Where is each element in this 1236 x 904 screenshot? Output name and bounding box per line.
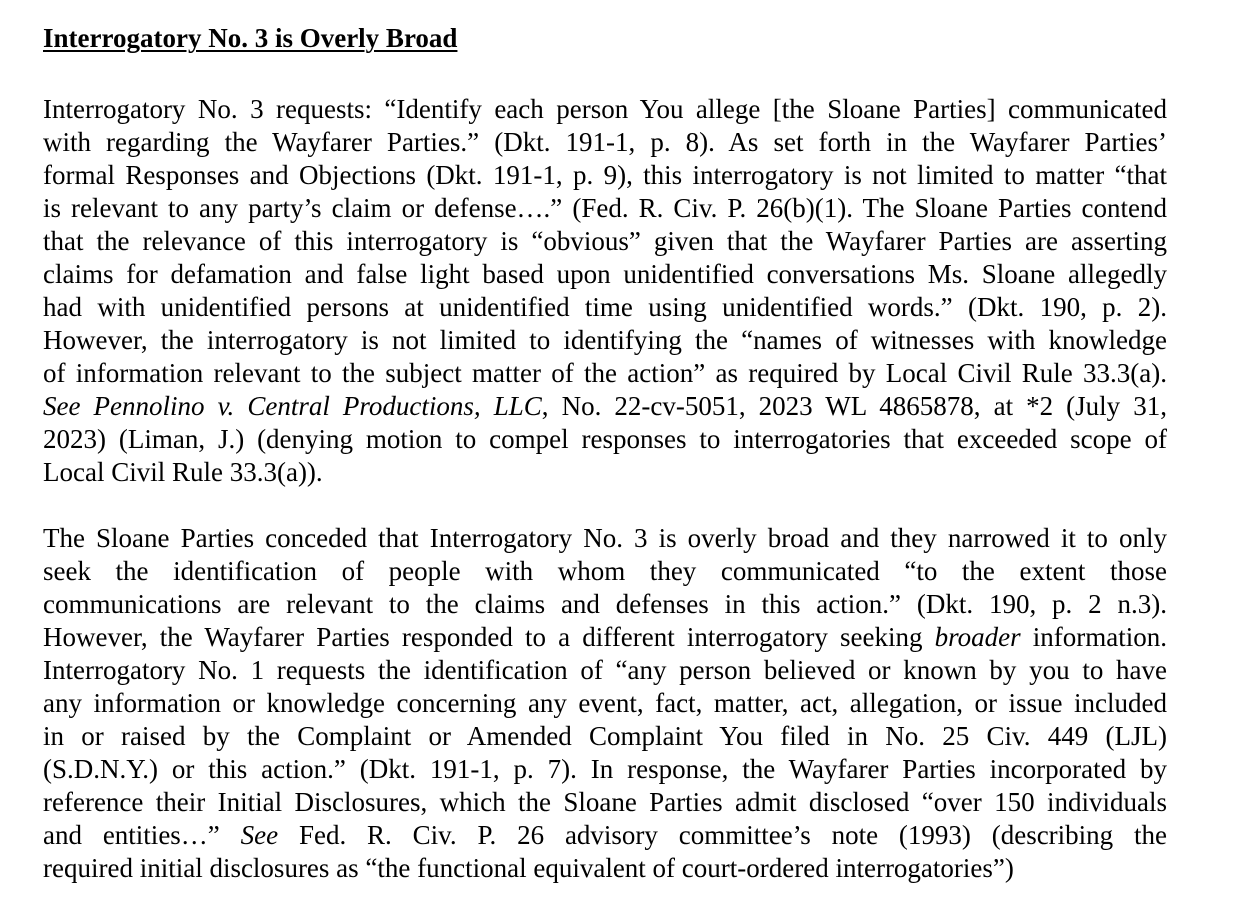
text-run: required initial disclosures as “the functional equivalent of court-ordered interrogatories”) (43, 853, 1014, 883)
text-line (43, 93, 1167, 126)
text-run: However, the interrogatory is not limited to identifying the “names of witnesses with knowledge (43, 325, 1167, 355)
text-line (43, 786, 1167, 819)
text-line (43, 357, 1167, 390)
text-line (43, 291, 1167, 324)
document-page (43, 22, 1167, 885)
text-run: that the relevance of this interrogatory is “obvious” given that the Wayfarer Parties are asserting (43, 226, 1167, 256)
text-run: of information relevant to the subject matter of the action” as required by Local Civil Rule 33.3(a). (43, 358, 1167, 388)
italic-text: See (240, 820, 279, 850)
text-run: reference their Initial Disclosures, which the Sloane Parties admit disclosed “over 150 individuals (43, 787, 1167, 817)
text-run: However, the Wayfarer Parties responded to a different interrogatory seeking (43, 622, 935, 652)
text-run: communications are relevant to the claims and defenses in this action.” (Dkt. 190, p. 2 n.3). (43, 589, 1167, 619)
text-run: (S.D.N.Y.) or this action.” (Dkt. 191-1, p. 7). In response, the Wayfarer Parties incorporated by (43, 754, 1167, 784)
italic-text: See Pennolino v. Central Productions, LLC (43, 391, 542, 421)
text-line (43, 720, 1167, 753)
text-run: seek the identification of people with whom they communicated “to the extent those (43, 556, 1167, 586)
text-line (43, 753, 1167, 786)
text-line (43, 126, 1167, 159)
text-run: , No. 22-cv-5051, 2023 WL 4865878, at *2 (July 31, (541, 391, 1167, 421)
text-line (43, 324, 1167, 357)
paragraph-2 (43, 522, 1167, 885)
text-line (43, 621, 1167, 654)
text-line (43, 390, 1167, 423)
text-line (43, 225, 1167, 258)
text-run: any information or knowledge concerning any event, fact, matter, act, allegation, or issue included (43, 688, 1167, 718)
text-run: 2023) (Liman, J.) (denying motion to compel responses to interrogatories that exceeded scope of (43, 424, 1167, 454)
text-line (43, 654, 1167, 687)
text-run: Interrogatory No. 3 requests: “Identify each person You allege [the Sloane Parties] communicated (43, 94, 1167, 124)
text-run: is relevant to any party’s claim or defense….” (Fed. R. Civ. P. 26(b)(1). The Sloane Parties contend (43, 193, 1167, 223)
text-run: claims for defamation and false light based upon unidentified conversations Ms. Sloane allegedly (43, 259, 1167, 289)
text-run: The Sloane Parties conceded that Interrogatory No. 3 is overly broad and they narrowed it to only (43, 523, 1167, 553)
text-line (43, 819, 1167, 852)
text-run: formal Responses and Objections (Dkt. 191-1, p. 9), this interrogatory is not limited to matter “that (43, 160, 1167, 190)
italic-text: broader (934, 622, 1021, 652)
text-line (43, 423, 1167, 456)
text-line (43, 687, 1167, 720)
text-run: information. (1020, 622, 1167, 652)
text-line (43, 852, 1167, 885)
text-line (43, 522, 1167, 555)
text-run: Interrogatory No. 1 requests the identification of “any person believed or known by you to have (43, 655, 1167, 685)
text-line (43, 192, 1167, 225)
text-line (43, 258, 1167, 291)
text-line (43, 555, 1167, 588)
section-heading: Interrogatory No. 3 is Overly Broad (43, 23, 458, 53)
paragraph-1 (43, 93, 1167, 489)
text-run: and entities…” (43, 820, 241, 850)
text-line (43, 588, 1167, 621)
text-run: in or raised by the Complaint or Amended Complaint You filed in No. 25 Civ. 449 (LJL) (43, 721, 1167, 751)
text-run: had with unidentified persons at unidentified time using unidentified words.” (Dkt. 190, p. 2). (43, 292, 1167, 322)
text-run: Local Civil Rule 33.3(a)). (43, 457, 323, 487)
text-run: with regarding the Wayfarer Parties.” (Dkt. 191-1, p. 8). As set forth in the Wayfarer Parties’ (43, 127, 1167, 157)
text-line (43, 159, 1167, 192)
text-run: Fed. R. Civ. P. 26 advisory committee’s note (1993) (describing the (278, 820, 1168, 850)
text-line (43, 456, 1167, 489)
